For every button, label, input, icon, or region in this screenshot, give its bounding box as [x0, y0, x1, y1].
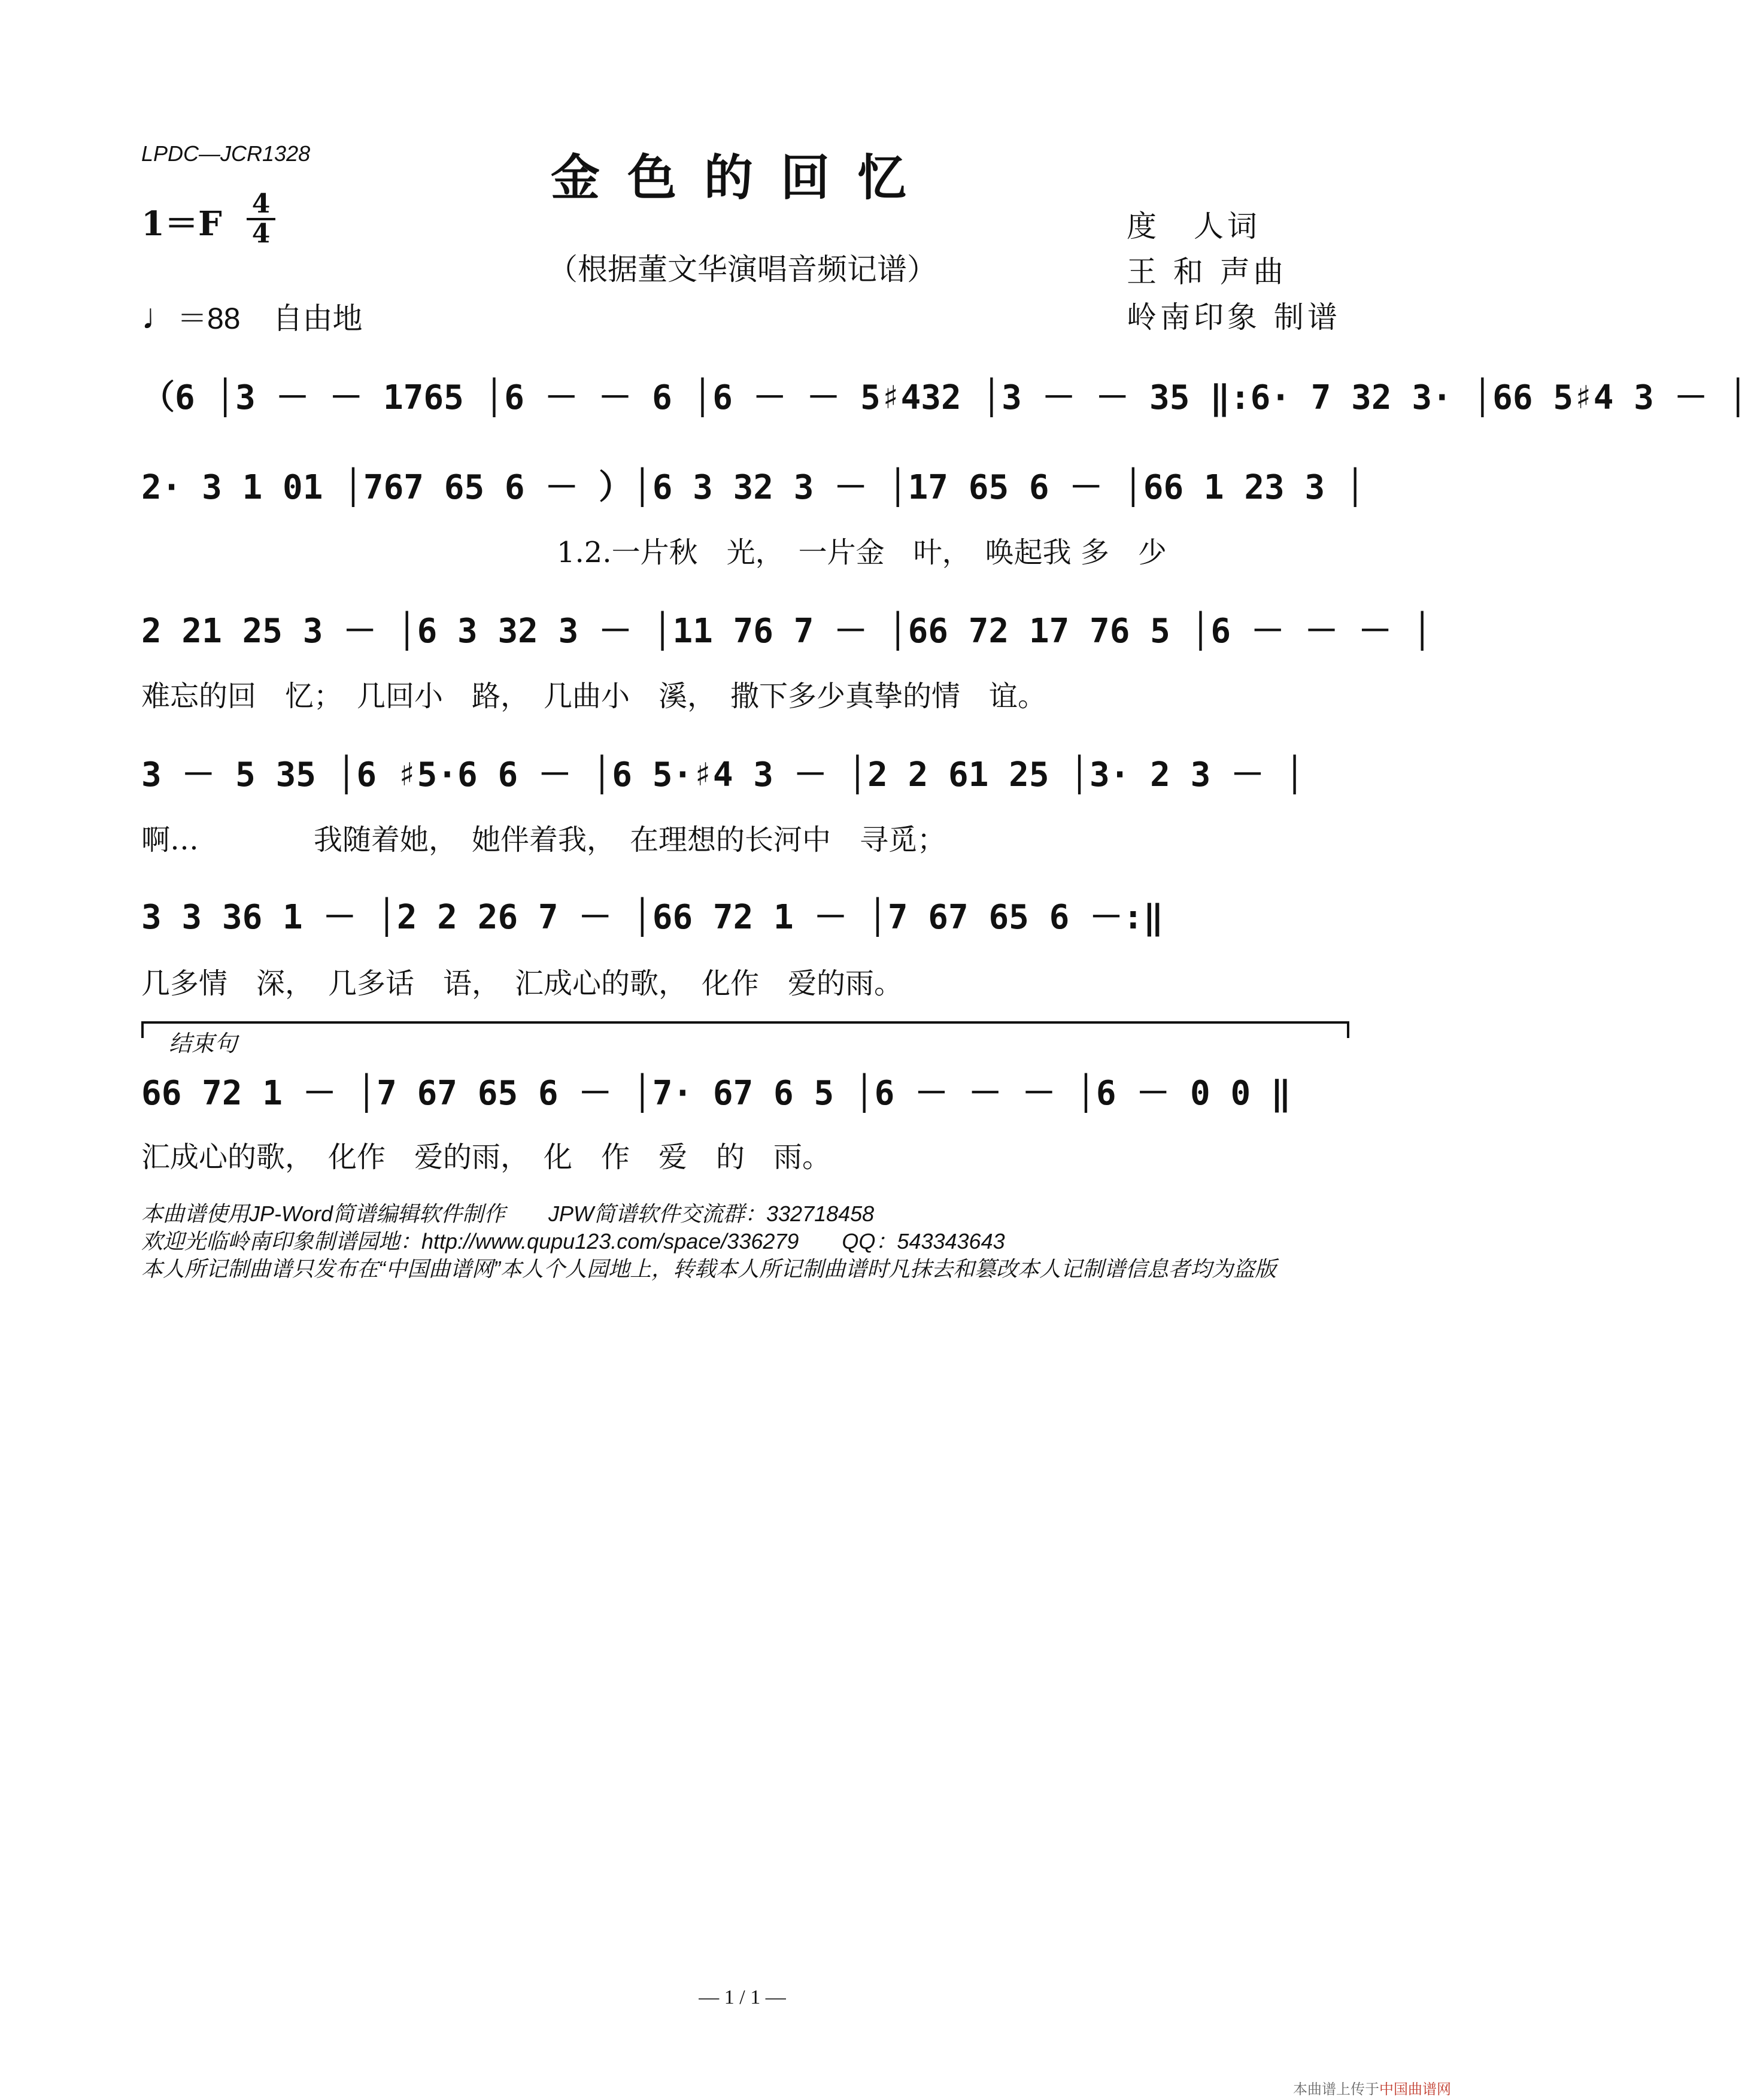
score-line-5-lyrics: 几多情 深， 几多话 语， 汇成心的歌， 化作 爱的雨。 — [141, 967, 903, 1000]
score-line-6-notes: 66 72 1 － │7 67 65 6 － │7· 67 6 5 │6 － － － │6 － 0 0 ‖ — [141, 1074, 1291, 1113]
score-line-3-lyrics: 难忘的回 忆； 几回小 路， 几曲小 溪， 撒下多少真挚的情 谊。 — [141, 679, 1047, 713]
score-line-6-lyrics: 汇成心的歌， 化作 爱的雨， 化 作 爱 的 雨。 — [141, 1140, 831, 1174]
score-line-1-notes: （6 │3 － － 1765 │6 － － 6 │6 － － 5♯432 │3 － － 35 ‖:6· 7 32 3· │66 5♯4 3 － │ — [141, 378, 1748, 417]
score-subtitle: （根据董文华演唱音频记谱） — [548, 252, 937, 287]
time-signature-top: 4 — [251, 189, 271, 219]
watermark-site: 中国曲谱网 — [1379, 2081, 1451, 2098]
footer-software-note: 本曲谱使用JP-Word简谱编辑软件制作 JPW简谱软件交流群：332718458 — [141, 1201, 875, 1226]
arranger-credit: 岭南印象 制谱 — [1127, 300, 1341, 335]
score-code: LPDC—JCR1328 — [141, 141, 311, 166]
score-line-4-lyrics: 啊… 我随着她， 她伴着我， 在理想的长河中 寻觅； — [141, 823, 946, 857]
tempo-marking — [141, 295, 363, 338]
score-line-5-notes: 3 3 36 1 － │2 2 26 7 － │66 72 1 － │7 67 65 6 －:‖ — [141, 898, 1164, 937]
score-title: 金色的回忆 — [550, 149, 934, 207]
score-line-2-notes: 2· 3 1 01 │767 65 6 － ）│6 3 32 3 － │17 65 6 － │66 1 23 3 │ — [141, 468, 1365, 507]
page-number: — 1 / 1 — — [699, 1986, 786, 2008]
time-signature-bottom: 4 — [247, 218, 275, 248]
footer-copyright-note: 本人所记制曲谱只发布在“中国曲谱网”本人个人园地上，转载本人所记制曲谱时凡抹去和篡改本人记制谱信息者均为盗版 — [141, 1257, 1276, 1281]
tempo-value: ＝88 — [177, 302, 241, 335]
score-line-3-notes: 2 21 25 3 － │6 3 32 3 － │11 76 7 － │66 72 17 76 5 │6 － － － │ — [141, 612, 1433, 651]
composer-credit: 王 和 声曲 — [1127, 254, 1287, 289]
key-signature: 1＝F — [141, 204, 222, 244]
time-signature — [247, 190, 275, 248]
site-watermark — [1293, 2077, 1451, 2098]
watermark-prefix: 本曲谱上传于 — [1293, 2081, 1379, 2098]
quarter-note-icon: ♩ — [141, 296, 177, 336]
tempo-expression: 自由地 — [272, 302, 363, 335]
score-line-4-notes: 3 － 5 35 │6 ♯5·6 6 － │6 5·♯4 3 － │2 2 61 25 │3· 2 3 － │ — [141, 755, 1305, 794]
lyricist-credit: 度 人词 — [1127, 209, 1261, 244]
ending-label: 结束句 — [169, 1031, 238, 1057]
footer-site-note: 欢迎光临岭南印象制谱园地：http://www.qupu123.com/space/336279 QQ：543343643 — [141, 1229, 1005, 1254]
score-line-2-lyrics: 1.2.一片秋 光， 一片金 叶， 唤起我 多 少 — [557, 536, 1167, 569]
ending-bracket — [141, 1021, 1349, 1038]
